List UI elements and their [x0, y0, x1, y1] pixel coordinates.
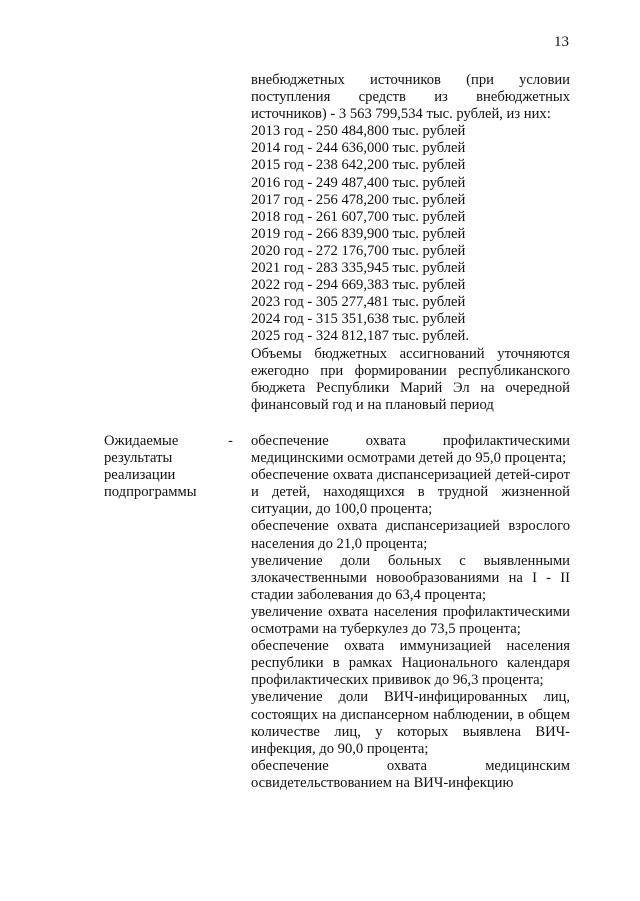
result-item: увеличение доли ВИЧ-инфицированных лиц, состоящих на диспансерном наблюдении, в общем количестве лиц, у которых выявлена ВИЧ-инфекция, до 90,0 процента; [251, 689, 570, 757]
result-item: обеспечение охвата иммунизацией населения республики в рамках Национального календаря профилактических прививок до 96,3 процента; [251, 638, 570, 689]
funding-year-2023: 2023 год - 305 277,481 тыс. рублей [251, 294, 466, 311]
funding-years-list [251, 123, 570, 345]
result-item: обеспечение охвата диспансеризацией детей-сирот и детей, находящихся в трудной жизненной ситуации, до 100,0 процента; [251, 467, 570, 518]
funding-year-2021: 2021 год - 283 335,945 тыс. рублей [251, 260, 466, 277]
funding-year-2025: 2025 год - 324 812,187 тыс. рублей. [251, 328, 469, 345]
page-number: 13 [554, 34, 569, 50]
funding-intro: внебюджетных источников (при условии поступления средств из внебюджетных источников) - 3 563 799,534 тыс. рублей, из них: [251, 72, 570, 123]
funding-year-2024: 2024 год - 315 351,638 тыс. рублей [251, 311, 466, 328]
funding-year-2018: 2018 год - 261 607,700 тыс. рублей [251, 208, 466, 225]
result-item: обеспечение охвата медицинским освидетельствованием на ВИЧ-инфекцию [251, 757, 570, 791]
result-item: обеспечение охвата диспансеризацией взрослого населения до 21,0 процента; [251, 518, 570, 552]
funding-year-2016: 2016 год - 249 487,400 тыс. рублей [251, 174, 466, 191]
funding-block [251, 72, 570, 414]
expected-results-list [251, 433, 570, 792]
label-dash: - [228, 433, 233, 449]
result-item: увеличение доли больных с выявленными злокачественными новообразованиями на I - II стадии заболевания до 63,4 процента; [251, 552, 570, 603]
funding-year-2017: 2017 год - 256 478,200 тыс. рублей [251, 191, 466, 208]
expected-results-label: Ожидаемые результаты реализации подпрограммы [104, 433, 197, 501]
funding-year-2015: 2015 год - 238 642,200 тыс. рублей [251, 157, 466, 174]
result-item: увеличение охвата населения профилактическими осмотрами на туберкулез до 73,5 процента; [251, 603, 570, 638]
funding-note: Объемы бюджетных ассигнований уточняются ежегодно при формировании республиканского бюджета Республики Марий Эл на очередной финансовый год и на плановый период [251, 345, 570, 413]
result-item: обеспечение охвата профилактическими медицинскими осмотрами детей до 95,0 процента; [251, 433, 570, 467]
funding-year-2020: 2020 год - 272 176,700 тыс. рублей [251, 242, 466, 259]
funding-year-2019: 2019 год - 266 839,900 тыс. рублей [251, 225, 466, 242]
funding-year-2013: 2013 год - 250 484,800 тыс. рублей [251, 123, 466, 140]
funding-year-2022: 2022 год - 294 669,383 тыс. рублей [251, 277, 466, 294]
funding-year-2014: 2014 год - 244 636,000 тыс. рублей [251, 140, 466, 157]
